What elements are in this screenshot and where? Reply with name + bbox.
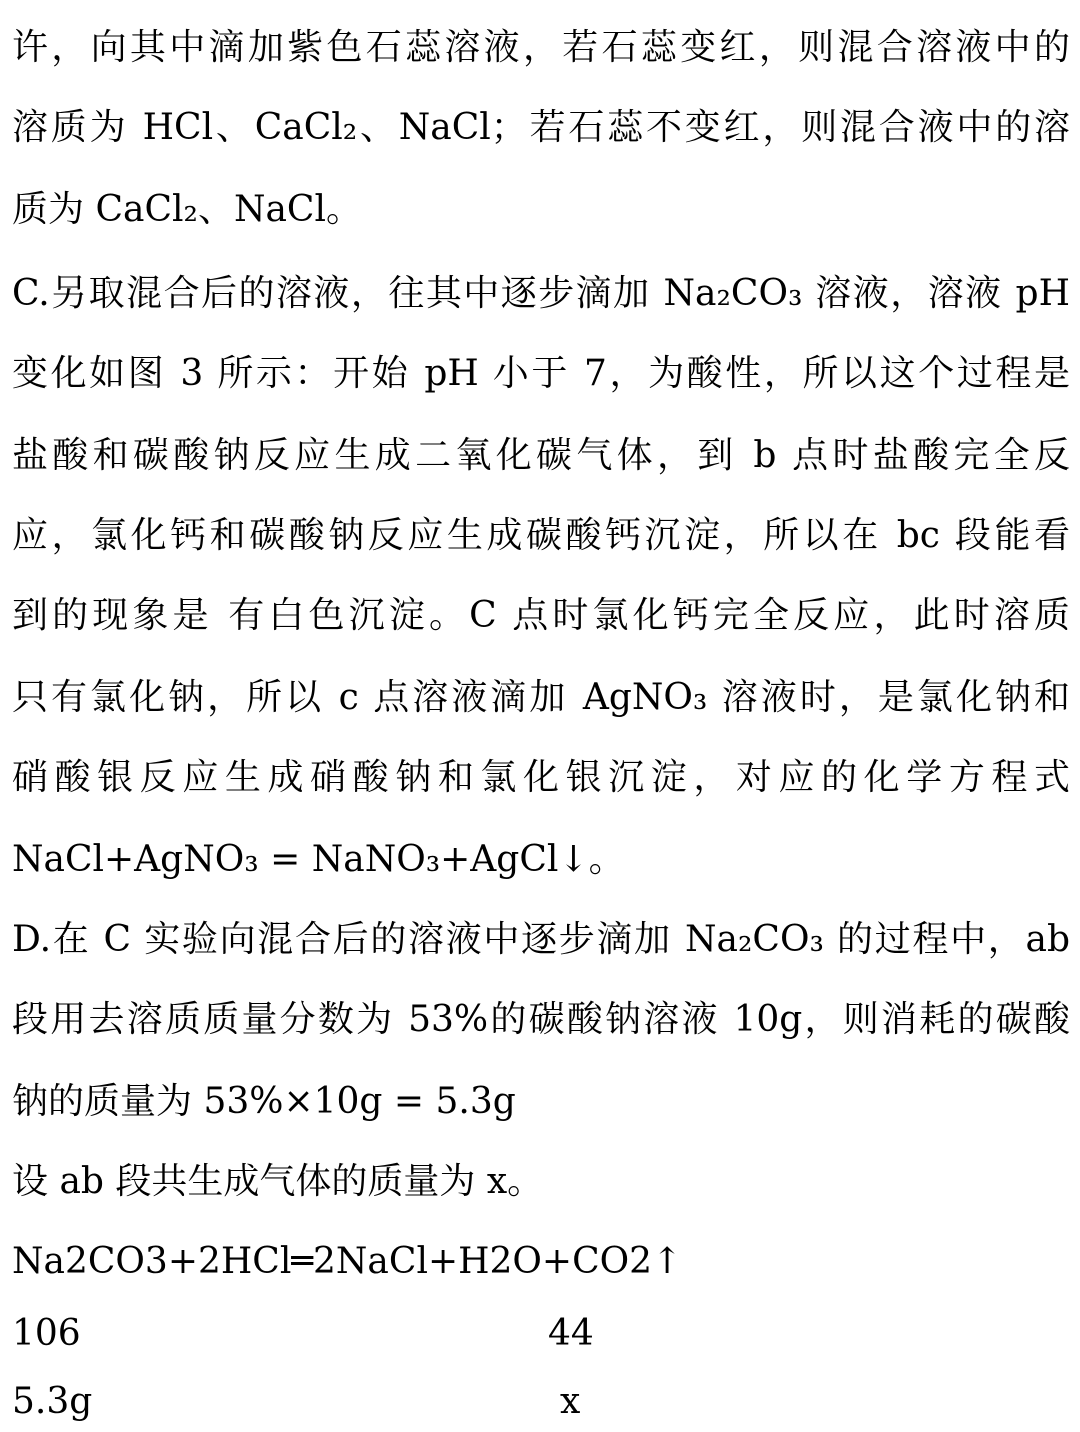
equation-line: Na2CO3+2HCl═2NaCl+H2O+CO2↑	[12, 1241, 683, 1282]
ratio-right-value: 44	[548, 1313, 594, 1354]
text-line: D.在 C 实验向混合后的溶液中逐步滴加 Na₂CO₃ 的过程中，ab	[12, 919, 1070, 960]
text-line: 硝酸银反应生成硝酸钠和氯化银沉淀，对应的化学方程式	[12, 757, 1070, 798]
text-line: 盐酸和碳酸钠反应生成二氧化碳气体，到 b 点时盐酸完全反	[12, 435, 1070, 476]
text-line: 质为 CaCl₂、NaCl。	[12, 189, 362, 230]
text-line: 钠的质量为 53%×10g = 5.3g	[12, 1081, 516, 1122]
ratio-right-value: x	[560, 1381, 581, 1422]
text-line: 溶质为 HCl、CaCl₂、NaCl；若石蕊不变红，则混合液中的溶	[12, 107, 1070, 148]
text-line: 变化如图 3 所示：开始 pH 小于 7，为酸性，所以这个过程是	[12, 353, 1070, 394]
text-line: 到的现象是 有白色沉淀。C 点时氯化钙完全反应，此时溶质	[12, 595, 1070, 636]
text-line: 许，向其中滴加紫色石蕊溶液，若石蕊变红，则混合溶液中的	[12, 27, 1070, 68]
text-line: 段用去溶质质量分数为 53%的碳酸钠溶液 10g，则消耗的碳酸	[12, 999, 1070, 1040]
ratio-left-value: 106	[12, 1313, 81, 1354]
text-line: C.另取混合后的溶液，往其中逐步滴加 Na₂CO₃ 溶液，溶液 pH	[12, 273, 1070, 314]
text-line: 应，氯化钙和碳酸钠反应生成碳酸钙沉淀，所以在 bc 段能看	[12, 515, 1070, 556]
text-line: 设 ab 段共生成气体的质量为 x。	[12, 1161, 544, 1202]
equation-line: NaCl+AgNO₃ = NaNO₃+AgCl↓。	[12, 839, 625, 880]
text-line: 只有氯化钠，所以 c 点溶液滴加 AgNO₃ 溶液时，是氯化钠和	[12, 677, 1070, 718]
ratio-left-value: 5.3g	[12, 1381, 93, 1422]
